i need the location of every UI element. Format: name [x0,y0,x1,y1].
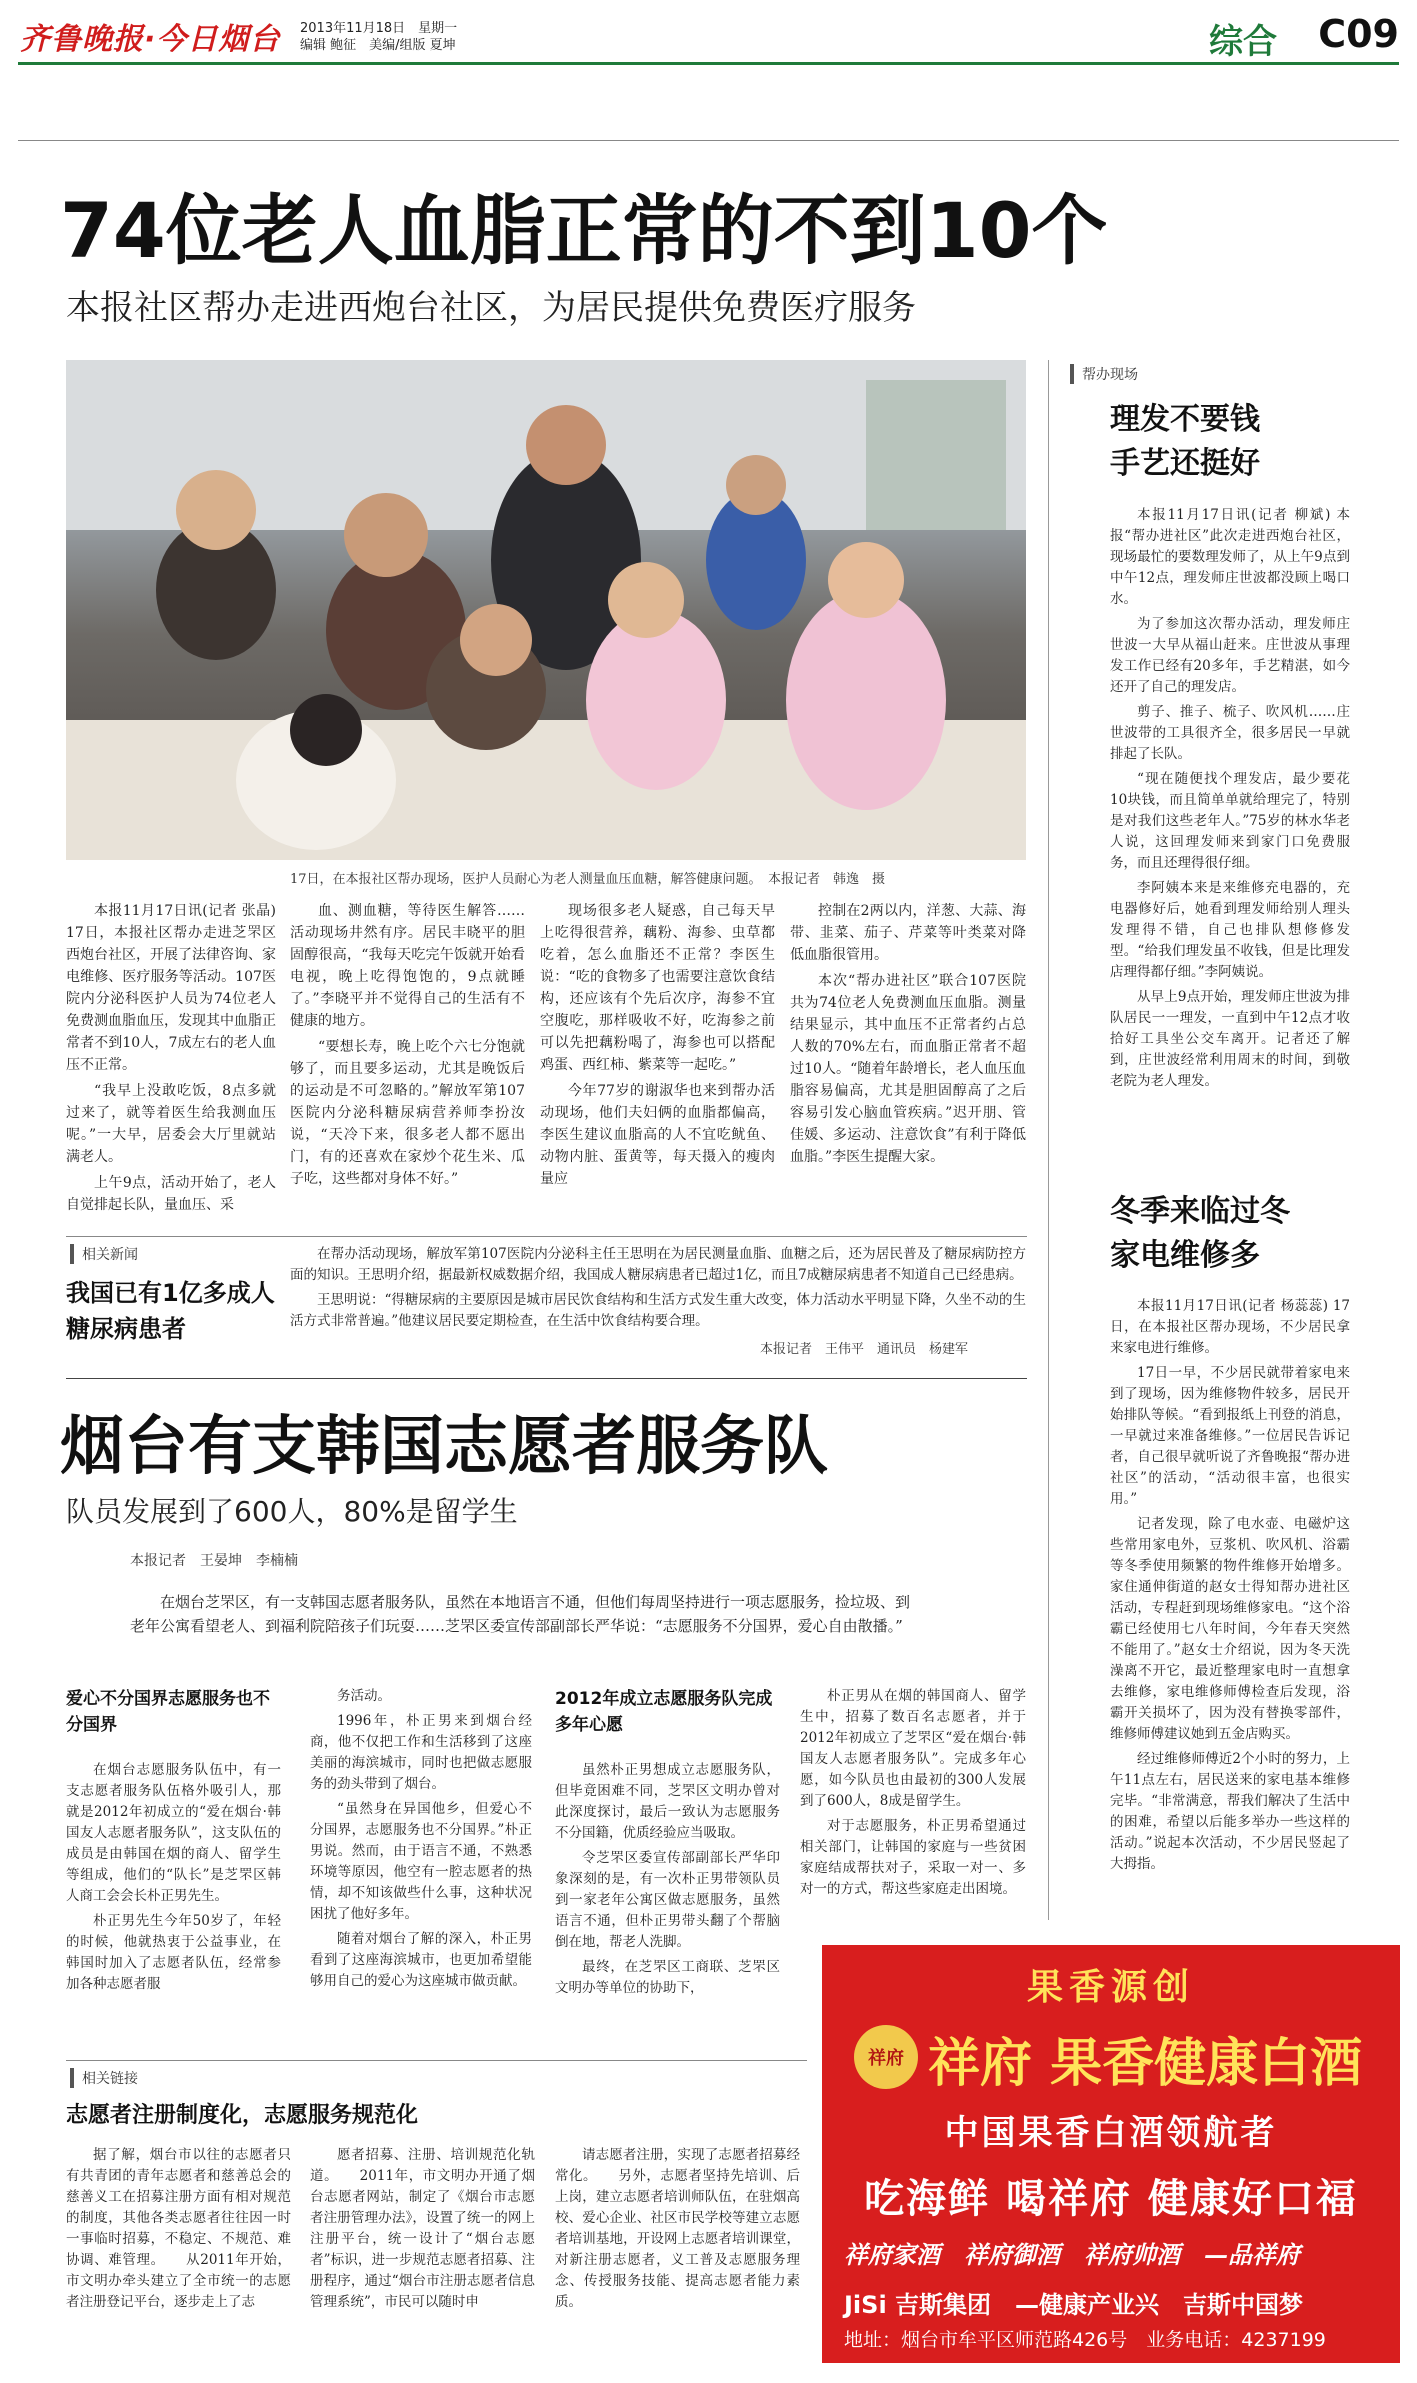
paragraph: 今年77岁的谢淑华也来到帮办活动现场，他们夫妇俩的血脂都偏高，李医生建议血脂高的人不宜吃鱿鱼、动物内脏、蛋黄等，每天摄入的瘦肉量应 [540,1083,775,1187]
second-byline: 本报记者 王晏坤 李楠楠 [130,1553,298,1569]
second-subhead: 队员发展到了600人，80%是留学生 [66,1495,518,1528]
section2-heading: 2012年成立志愿服务队完成多年心愿 [555,1689,773,1735]
paragraph: 愿者招募、注册、培训规范化轨道。 2011年，市文明办开通了烟台志愿者网站，制定了《烟台市志愿者注册管理办法》，设置了统一的网上注册平台，统一设计了“烟台志愿者”标识，进一步规范志愿者招募、注册程序，通过“烟台市注册志愿者信息管理系统”，市民可以随时申 [310,2147,535,2310]
main-col-4 [790,900,1026,1230]
section1-col-a [66,1760,281,2050]
link-col-3 [555,2145,800,2370]
paragraph: 本报11月17日讯(记者 张晶) 17日，本报社区帮办走进芝罘区西炮台社区，开展了法律咨询、家电维修、医疗服务等活动。107医院内分泌科医护人员为74位老人免费测血脂血压，发现其中血脂正常者不到10人，7成左右的老人血压不正常。 [66,903,276,1073]
issue-date: 2013年11月18日 星期一 [300,21,458,36]
related-link-title: 志愿者注册制度化，志愿服务规范化 [66,2103,419,2128]
paragraph: 朴正男从在烟的韩国商人、留学生中，招募了数百名志愿者，并于2012年初成立了芝罘区“爱在烟台·韩国友人志愿者服务队”。完成多年心愿，如今队员也由最初的300人发展到了600人，8成是留学生。 [800,1688,1026,1809]
editor-credits: 编辑 鲍征 美编/组版 夏坤 [300,38,456,53]
paragraph: 为了参加这次帮办活动，理发师庄世波一大早从福山赶来。庄世波从事理发工作已经有20多年，手艺精湛，如今还开了自己的理发店。 [1110,616,1350,695]
paragraph: 剪子、推子、梳子、吹风机……庄世波带的工具很齐全，很多居民一早就排起了长队。 [1110,704,1350,762]
paragraph: 在烟台芝罘区，有一支韩国志愿者服务队，虽然在本地语言不通，但他们每周坚持进行一项志愿服务，捡垃圾、到老年公寓看望老人、到福利院陪孩子们玩耍……芝罘区委宣传部副部长严华说：“志愿服务不分国界，爱心自由散播。” [130,1593,910,1635]
link-divider [66,2060,807,2061]
paragraph: 1996年，朴正男来到烟台经商，他不仅把工作和生活移到了这座美丽的海滨城市，同时也把做志愿服务的劲头带到了烟台。 [310,1713,532,1792]
main-col-3 [540,900,775,1230]
ad-group: JiSi 吉斯集团 —健康产业兴 吉斯中国梦 [844,2291,1304,2319]
second-lede [130,1590,910,1670]
paragraph: 控制在2两以内，洋葱、大蒜、海带、韭菜、茄子、芹菜等叶类菜对降低血脂很管用。 [790,903,1026,963]
paragraph: 最终，在芝罘区工商联、芝罘区文明办等单位的协助下， [555,1959,780,1996]
paragraph: “要想长寿，晚上吃个六七分饱就够了，而且要多运动，尤其是晚饭后的运动是不可忽略的。”解放军第107医院内分泌科糖尿病营养师李扮汝说，“天冷下来，很多老人都不愿出门，有的还喜欢在家炒个花生米、瓜子吃，这些都对身体不好。” [290,1039,525,1187]
related-news-tag: 相关新闻 [70,1244,138,1264]
main-subhead: 本报社区帮办走进西炮台社区，为居民提供免费医疗服务 [66,288,916,328]
related-byline: 本报记者 王伟平 通讯员 杨建军 [760,1342,969,1357]
paragraph: 据了解，烟台市以往的志愿者只有共青团的青年志愿者和慈善总会的慈善义工在招募注册方面有相对规范的制度，其他各类志愿者往往因一时一事临时招募，不稳定、不规范、难协调、难管理。 从2011年开始，市文明办牵头建立了全市统一的志愿者注册登记平台，逐步走上了志 [66,2147,291,2310]
paragraph: 对于志愿服务，朴正男希望通过相关部门，让韩国的家庭与一些贫困家庭结成帮扶对子，采取一对一、多对一的方式，帮这些家庭走出困境。 [800,1818,1026,1897]
second-headline: 烟台有支韩国志愿者服务队 [60,1410,828,1484]
paragraph: 随着对烟台了解的深入，朴正男看到了这座海滨城市，也更加希望能够用自己的爱心为这座城市做贡献。 [310,1931,532,1989]
newspaper-masthead: 齐鲁晚报·今日烟台 [20,22,281,57]
paragraph: 本报11月17日讯(记者 杨蕊蕊) 17日，在本报社区帮办现场，不少居民拿来家电进行维修。 [1110,1298,1350,1356]
section-label: 综合 [1209,22,1277,62]
paragraph: 李阿姨本来是来维修充电器的，充电器修好后，她看到理发师给别人理头发理得不错，自己也排队想修修发型。“给我们理发虽不收钱，但是比理发店理得都仔细。”李阿姨说。 [1110,880,1350,980]
paragraph: 虽然朴正男想成立志愿服务队，但毕竟困难不同，芝罘区文明办曾对此深度探讨，最后一致认为志愿服务不分国籍，优质经验应当吸取。 [555,1762,780,1841]
sidebar-tag: 帮办现场 [1070,364,1138,384]
paragraph: 王思明说：“得糖尿病的主要原因是城市居民饮食结构和生活方式发生重大改变，体力活动水平明显下降，久坐不动的生活方式非常普遍。”他建议居民要定期检查，在生活中饮食结构要合理。 [290,1292,1026,1329]
paragraph: 上午9点，活动开始了，老人自觉排起长队，量血压、采 [66,1175,276,1213]
top-divider [18,140,1399,141]
paragraph: “我早上没敢吃饭，8点多就过来了，就等着医生给我测血压呢。”一大早，居委会大厅里就站满老人。 [66,1083,276,1165]
related-news-title: 我国已有1亿多成人糖尿病患者 [66,1279,275,1343]
paragraph: 经过维修师傅近2个小时的努力，上午11点左右，居民送来的家电基本维修完毕。“非常满意，帮我们解决了生活中的困难，希望以后能多举办一些这样的活动。”说起本次活动，不少居民竖起了大拇指。 [1110,1751,1350,1872]
paragraph: 本报11月17日讯(记者 柳斌) 本报“帮办进社区”此次走进西炮台社区，现场最忙的要数理发师了，从上午9点到中午12点，理发师庄世波都没顾上喝口水。 [1110,507,1350,607]
ad-contact: 地址：烟台市牟平区师范路426号 业务电话：4237199 [844,2329,1326,2351]
paragraph: “现在随便找个理发店，最少要花10块钱，而且简单单就给理完了，特别是对我们这些老年人。”75岁的林水华老人说，这回理发师来到家门口免费服务，而且还理得很仔细。 [1110,771,1350,871]
news-photo [66,360,1026,860]
sidebar-story2-title: 冬季来临过冬家电维修多 [1110,1194,1290,1273]
section2-col-b [800,1686,1026,1936]
main-headline: 74位老人血脂正常的不到10个 [60,186,1108,275]
sidebar-story2-body [1110,1296,1350,1926]
ad-product-line: 祥府家酒 祥府御酒 祥府帅酒 —品祥府 [844,2240,1300,2269]
ad-seal-logo: 祥府 [854,2025,918,2089]
column-divider [1048,360,1049,1920]
paragraph: 从早上9点开始，理发师庄世波为排队居民一一理发，一直到中午12点才收拾好工具坐公交车离开。记者还了解到，庄世波经常利用周末的时间，到敬老院为老人理发。 [1110,989,1350,1089]
main-col-1 [66,900,276,1230]
paragraph: 请志愿者注册，实现了志愿者招募经常化。 另外，志愿者坚持先培训、后上岗，建立志愿者培训师队伍，在驻烟高校、爱心企业、社区市民学校等建立志愿者培训基地，开设网上志愿者培训课堂，对新注册志愿者，义工普及志愿服务理念、传授服务技能、提高志愿者能力素质。 [555,2147,800,2310]
link-col-2 [310,2145,535,2370]
issue-meta [300,20,457,54]
related-divider [66,1236,1027,1237]
section2-col-a [555,1760,780,2050]
paragraph: 现场很多老人疑惑，自己每天早上吃得很营养，藕粉、海参、虫草都吃着，怎么血脂还不正常？李医生说：“吃的食物多了也需要注意饮食结构，还应该有个先后次序，海参不宜空腹吃，那样吸收不好，吃海参之前可以先把藕粉喝了，海参也可以搭配鸡蛋、西红柿、紫菜等一起吃。” [540,903,775,1073]
advertisement [822,1945,1400,2363]
paragraph: 在帮办活动现场，解放军第107医院内分泌科主任王思明在为居民测量血脂、血糖之后，还为居民普及了糖尿病防控方面的知识。王思明介绍，据最新权威数据介绍，我国成人糖尿病患者已超过1亿，而且7成糖尿病患者不知道自己已经患病。 [290,1246,1026,1283]
header-rule [18,62,1399,65]
link-col-1 [66,2145,291,2370]
section1-col-b [310,1686,532,2051]
section1-heading: 爱心不分国界志愿服务也不分国界 [66,1689,270,1735]
paragraph: 血、测血糖，等待医生解答……活动现场井然有序。居民丰晓平的胆固醇很高，“我每天吃完午饭就开始看电视，晚上吃得饱饱的，9点就睡了。”李晓平并不觉得自己的生活有不健康的地方。 [290,903,525,1029]
sidebar-story1-body [1110,505,1350,1135]
ad-tagline: 果香源创 [1026,1966,1195,2008]
second-story-divider [66,1378,1027,1379]
paragraph: 朴正男先生今年50岁了，年轻的时候，他就热衷于公益事业，在韩国时加入了志愿者队伍，经常参加各种志愿者服 [66,1913,281,1992]
sidebar-story1-title: 理发不要钱手艺还挺好 [1110,402,1260,481]
ad-motto: 吃海鲜 喝祥府 健康好口福 [864,2176,1358,2222]
paragraph: 令芝罘区委宣传部副部长严华印象深刻的是，有一次朴正男带领队员到一家老年公寓区做志愿服务，虽然语言不通，但朴正男带头翻了个帮脑倒在地，帮老人洗脚。 [555,1850,780,1950]
paragraph: 务活动。 [337,1688,391,1704]
related-link-tag: 相关链接 [70,2068,138,2088]
paragraph: “虽然身在异国他乡，但爱心不分国界，志愿服务也不分国界。”朴正男说。然而，由于语言不通，不熟悉环境等原因，他空有一腔志愿者的热情，却不知该做些什么事，这种状况困扰了他好多年。 [310,1801,532,1922]
main-col-2 [290,900,525,1230]
ad-brand: 祥府 果香健康白酒 [928,2033,1363,2094]
paragraph: 17日一早，不少居民就带着家电来到了现场，因为维修物件较多，居民开始排队等候。“看到报纸上刊登的消息，一早就过来准备维修。”一位居民告诉记者，自己很早就听说了齐鲁晚报“帮办进社区”的活动，“活动很丰富，也很实用。” [1110,1365,1350,1507]
paragraph: 记者发现，除了电水壶、电磁炉这些常用家电外，豆浆机、吹风机、浴霸等冬季使用频繁的物件维修开始增多。家住通伸街道的赵女士得知帮办进社区活动，专程赶到现场维修家电。“这个浴霸已经使用七八年时间，今年春天突然不能用了。”赵女士介绍说，因为冬天洗澡离不开它，最近整理家电时一直想拿去维修，家电维修师傅检查后发现，浴霸开关损坏了，因为没有替换零部件，维修师傅建议她到五金店购买。 [1110,1516,1350,1742]
ad-slogan: 中国果香白酒领航者 [944,2113,1278,2153]
paragraph: 在烟台志愿服务队伍中，有一支志愿者服务队伍格外吸引人，那就是2012年初成立的“爱在烟台·韩国友人志愿者服务队”，这支队伍的成员是由韩国在烟的商人、留学生等组成，他们的“队长”是芝罘区韩人商工会会长朴正男先生。 [66,1762,281,1904]
page-number: C09 [1318,12,1399,56]
photo-illustration [66,360,1026,860]
paragraph: 本次“帮办进社区”联合107医院共为74位老人免费测血压血脂。测量结果显示，其中血压不正常者约占总人数的70%左右，而血脂正常者不超过10人。“随着年龄增长，老人血压血脂容易偏高，尤其是胆固醇高了之后容易引发心脑血管疾病。”迟开朋、管佳媛、多运动、注意饮食”有利于降低血脂。”李医生提醒大家。 [790,973,1026,1165]
photo-caption: 17日，在本报社区帮办现场，医护人员耐心为老人测量血压血糖，解答健康问题。 本报记者 韩逸 摄 [290,872,886,887]
